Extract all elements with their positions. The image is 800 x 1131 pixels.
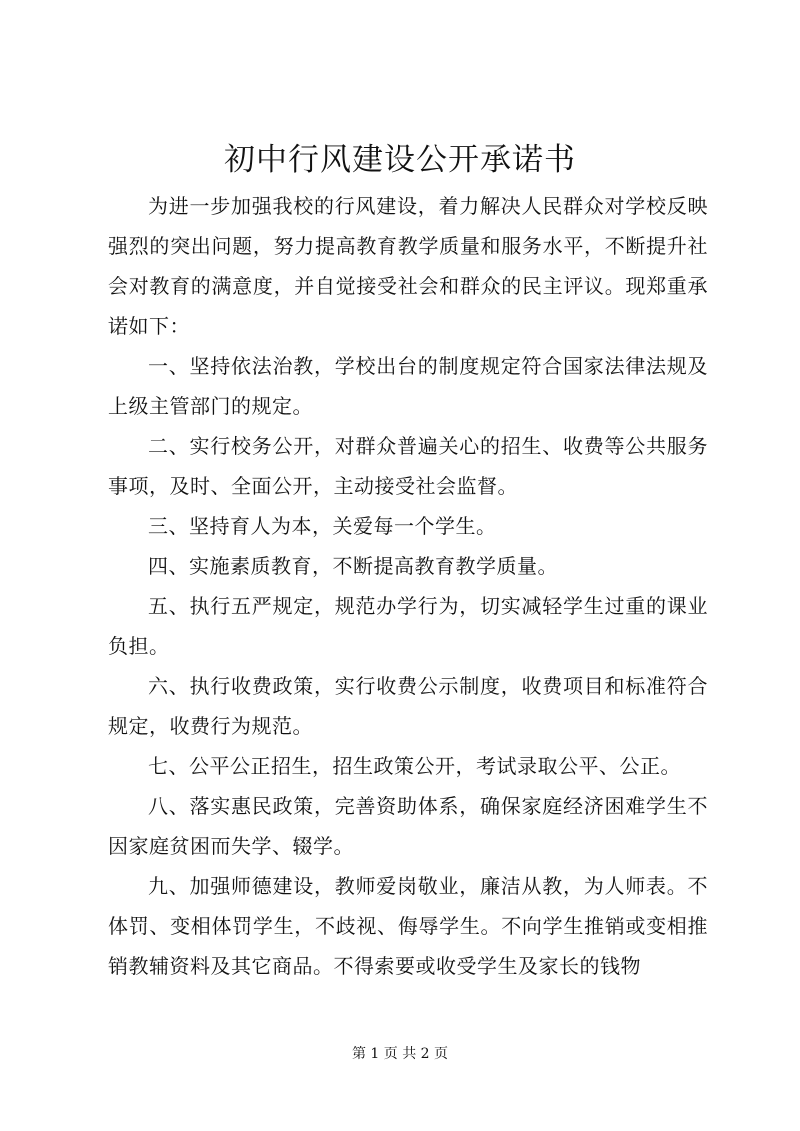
document-title: 初中行风建设公开承诺书 (224, 142, 576, 178)
paragraph-item-6: 六、执行收费政策，实行收费公示制度，收费项目和标准符合规定，收费行为规范。 (108, 674, 708, 738)
paragraph-item-3: 三、坚持育人为本，关爱每一个学生。 (148, 514, 497, 538)
paragraph-item-2: 二、实行校务公开，对群众普遍关心的招生、收费等公共服务事项，及时、全面公开，主动接受社会监督。 (108, 434, 708, 498)
paragraph-intro: 为进一步加强我校的行风建设，着力解决人民群众对学校反映强烈的突出问题，努力提高教育教学质量和服务水平，不断提升社会对教育的满意度，并自觉接受社会和群众的民主评议。现郑重承诺如下： (108, 194, 708, 338)
paragraph-item-8: 八、落实惠民政策，完善资助体系，确保家庭经济困难学生不因家庭贫困而失学、辍学。 (108, 794, 708, 858)
paragraph-item-5: 五、执行五严规定，规范办学行为，切实减轻学生过重的课业负担。 (108, 594, 708, 658)
paragraph-item-4: 四、实施素质教育，不断提高教育教学质量。 (148, 554, 558, 578)
paragraph-item-7: 七、公平公正招生，招生政策公开，考试录取公平、公正。 (148, 754, 681, 778)
paragraph-item-9: 九、加强师德建设，教师爱岗敬业，廉洁从教，为人师表。不体罚、变相体罚学生，不歧视、侮辱学生。不向学生推销或变相推销教辅资料及其它商品。不得索要或收受学生及家长的钱物 (108, 874, 708, 978)
page-number: 第 1 页 共 2 页 (351, 1046, 449, 1062)
document-body (108, 186, 708, 986)
paragraph-item-1: 一、坚持依法治教，学校出台的制度规定符合国家法律法规及上级主管部门的规定。 (108, 354, 708, 418)
